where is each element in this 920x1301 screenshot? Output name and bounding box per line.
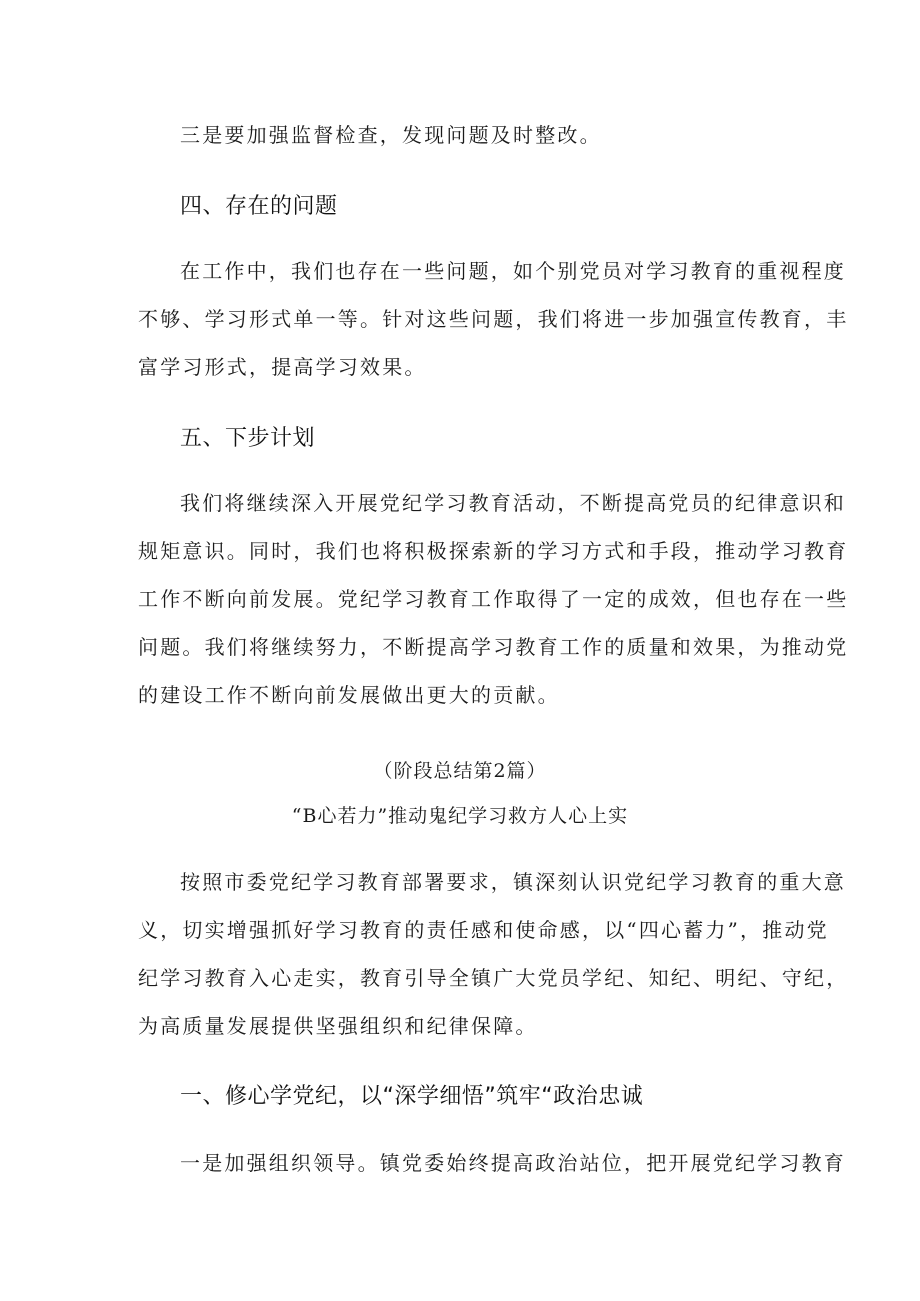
section-heading-4: 四、存在的问题 bbox=[180, 194, 338, 219]
paragraph-line: 问题。我们将继续努力，不断提高学习教育工作的质量和效果，为推动党 bbox=[138, 635, 849, 659]
paragraph-line: 的建设工作不断向前发展做出更大的贡献。 bbox=[138, 683, 560, 707]
article-title: “B心若力”推动鬼纪学习救方人心上实 bbox=[291, 805, 629, 827]
paragraph-line: 工作不断向前发展。党纪学习教育工作取得了一定的成效，但也存在一些 bbox=[138, 587, 849, 611]
paragraph-line: 我们将继续深入开展党纪学习教育活动，不断提高党员的纪律意识和 bbox=[180, 491, 846, 515]
paragraph-line: 一是加强组织领导。镇党委始终提高政治站位，把开展党纪学习教育 bbox=[180, 1151, 846, 1175]
paragraph-line: 在工作中，我们也存在一些问题，如个别党员对学习教育的重视程度 bbox=[180, 259, 846, 283]
section-heading-6: 一、修心学党纪，以“深学细悟”筑牢“政治忠诚 bbox=[180, 1084, 644, 1109]
paragraph-line: 为高质量发展提供坚强组织和纪律保障。 bbox=[138, 1014, 538, 1038]
paragraph-line: 规矩意识。同时，我们也将积极探索新的学习方式和手段，推动学习教育 bbox=[138, 539, 849, 563]
paragraph-line: 纪学习教育入心走实，教育引导全镇广大党员学纪、知纪、明纪、守纪， bbox=[138, 966, 849, 990]
paragraph-line: 不够、学习形式单一等。针对这些问题，我们将进一步加强宣传教育，丰 bbox=[138, 307, 849, 331]
paragraph-line: 义，切实增强抓好学习教育的责任感和使命感，以“四心蓄力”，推动党 bbox=[138, 918, 829, 942]
article-number-label: （阶段总结第2篇） bbox=[373, 760, 547, 782]
paragraph-line: 富学习形式，提高学习效果。 bbox=[138, 355, 427, 379]
paragraph-line: 三是要加强监督检查，发现问题及时整改。 bbox=[180, 123, 602, 147]
section-heading-5: 五、下步计划 bbox=[180, 426, 316, 451]
paragraph-line: 按照市委党纪学习教育部署要求，镇深刻认识党纪学习教育的重大意 bbox=[180, 870, 846, 894]
